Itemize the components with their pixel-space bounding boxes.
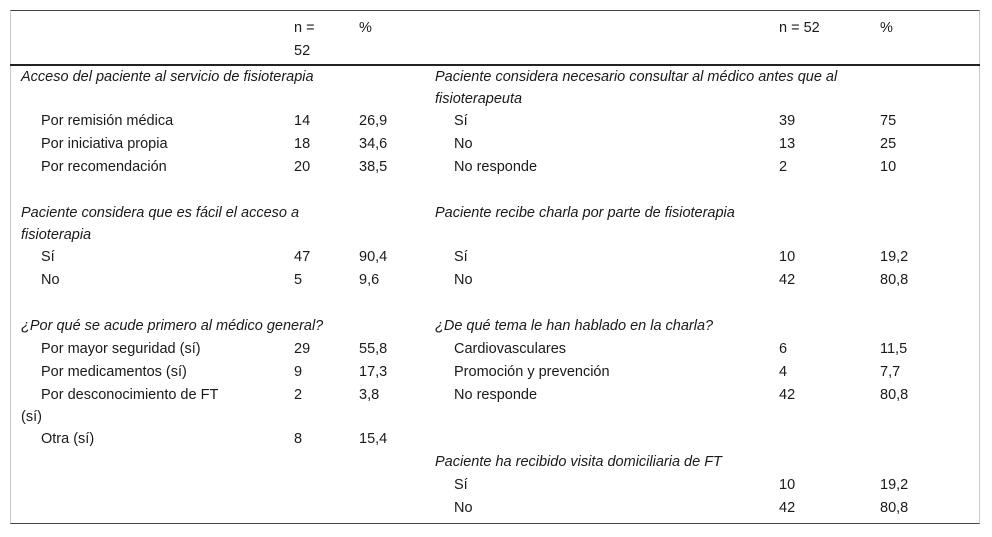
row-label: Por remisión médica (41, 113, 174, 129)
row-n: 9 (294, 364, 303, 380)
section-title: ¿Por qué se acude primero al médico general? (21, 318, 324, 334)
section-title: Paciente ha recibido visita domiciliaria de FT (435, 454, 722, 470)
row-pct: 80,8 (880, 272, 909, 288)
row-n: 14 (294, 113, 311, 129)
row-pct: 34,6 (359, 136, 388, 152)
section-title: Paciente considera necesario consultar al médico antes que al (435, 69, 838, 85)
row-pct: 90,4 (359, 249, 388, 265)
row-label: No (41, 272, 60, 288)
row-pct: 7,7 (880, 364, 901, 380)
row-n: 20 (294, 159, 311, 175)
row-label-cont: (sí) (21, 409, 42, 425)
row-n: 8 (294, 431, 303, 447)
row-label: Por recomendación (41, 159, 167, 175)
row-label: Cardiovasculares (454, 341, 567, 357)
row-label: Otra (sí) (41, 431, 95, 447)
row-label: Por iniciativa propia (41, 136, 168, 152)
row-n: 6 (779, 341, 788, 357)
row-pct: 17,3 (359, 364, 388, 380)
row-n: 2 (294, 387, 303, 403)
section-title-cont: fisioterapeuta (435, 91, 523, 107)
row-n: 2 (779, 159, 788, 175)
section-title: ¿De qué tema le han hablado en la charla? (435, 318, 714, 334)
row-n: 42 (779, 500, 796, 516)
row-label: Promoción y prevención (454, 364, 610, 380)
right-n-header: n = 52 (779, 20, 820, 36)
row-label: Sí (454, 477, 468, 493)
row-n: 42 (779, 272, 796, 288)
row-label: Sí (454, 113, 468, 129)
row-pct: 10 (880, 159, 897, 175)
row-label: No (454, 272, 473, 288)
section-title: Paciente recibe charla por parte de fisioterapia (435, 205, 735, 221)
row-pct: 3,8 (359, 387, 380, 403)
row-n: 5 (294, 272, 303, 288)
row-label: No responde (454, 159, 538, 175)
row-pct: 25 (880, 136, 897, 152)
left-n-header-value: 52 (294, 43, 311, 59)
row-label: Sí (41, 249, 55, 265)
row-pct: 19,2 (880, 249, 909, 265)
row-label: No (454, 136, 473, 152)
right-pct-header: % (880, 20, 893, 36)
row-n: 4 (779, 364, 788, 380)
left-n-header: n = (294, 20, 315, 36)
row-pct: 55,8 (359, 341, 388, 357)
row-label: Por desconocimiento de FT (41, 387, 219, 403)
row-n: 39 (779, 113, 796, 129)
row-n: 10 (779, 477, 796, 493)
row-pct: 9,6 (359, 272, 380, 288)
row-n: 47 (294, 249, 311, 265)
row-pct: 75 (880, 113, 897, 129)
row-n: 18 (294, 136, 311, 152)
row-pct: 11,5 (880, 341, 908, 357)
row-pct: 80,8 (880, 500, 909, 516)
row-label: Por mayor seguridad (sí) (41, 341, 201, 357)
section-title: Paciente considera que es fácil el acceso a (21, 205, 300, 221)
row-pct: 80,8 (880, 387, 909, 403)
row-pct: 15,4 (359, 431, 388, 447)
row-pct: 38,5 (359, 159, 388, 175)
row-label: Sí (454, 249, 468, 265)
row-n: 42 (779, 387, 796, 403)
row-n: 29 (294, 341, 311, 357)
row-label: Por medicamentos (sí) (41, 364, 187, 380)
row-pct: 26,9 (359, 113, 388, 129)
row-n: 13 (779, 136, 796, 152)
row-n: 10 (779, 249, 796, 265)
left-pct-header: % (359, 20, 372, 36)
section-title: Acceso del paciente al servicio de fisioterapia (21, 69, 314, 85)
row-label: No (454, 500, 473, 516)
row-pct: 19,2 (880, 477, 909, 493)
row-label: No responde (454, 387, 538, 403)
section-title-cont: fisioterapia (21, 227, 92, 243)
